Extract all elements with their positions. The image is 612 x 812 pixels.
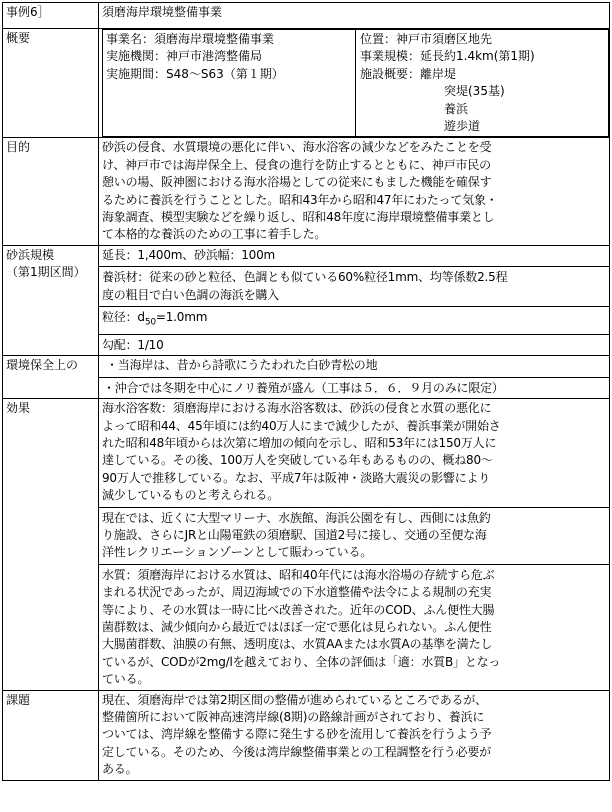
overview-label: 概要	[3, 29, 99, 138]
text-line: 海水浴客数：須磨海岸における海水浴客数は、砂浜の侵食と水質の悪化に	[102, 401, 492, 416]
grain-suffix: =1.0mm	[155, 310, 208, 325]
issues-text	[99, 690, 610, 780]
text-line: ているが、CODが2mg/lを越えており、全体の評価は「適：水質B」となっ	[102, 654, 501, 669]
text-line: 90万人で推移している。なお、平成7年は阪神・淡路大震災の影響により	[102, 470, 491, 485]
text-line: 海象調査、模型実験などを繰り返し、昭和48年度に海岸環境整備事業とし	[102, 210, 495, 225]
overview-row	[3, 29, 610, 138]
overview-right	[356, 30, 609, 137]
issues-row	[3, 690, 610, 780]
beach-scale-label-line: 砂浜規模	[6, 247, 55, 262]
case-table	[2, 2, 610, 781]
environment-row	[3, 356, 610, 399]
text-line: 現在、須磨海岸では第2期区間の整備が進められているところであるが、	[102, 692, 487, 707]
effects-text	[99, 399, 610, 691]
beach-scale-text	[99, 245, 610, 355]
beach-scale-row	[3, 245, 610, 355]
text-line: まれる状況であったが、周辺海域での下水道整備や法令による規制の充実	[102, 585, 492, 600]
text-line: 現在では、近くに大型マリーナ、水族館、海浜公園を有し、西側には魚釣	[102, 510, 491, 525]
agency: 実施機関：神戸市港湾整備局	[106, 49, 263, 64]
case-number: 事例6］	[3, 3, 99, 29]
effects-para-visitors	[102, 400, 606, 504]
text-line: 洋性レクリエーションゾーンとして賑わっている。	[102, 545, 373, 560]
text-line: 達している。その後、100万人を突破している年もあるものの、概ね80～	[102, 453, 493, 468]
grain-prefix: 粒径：d	[102, 310, 145, 325]
text-line: 養浜材：従来の砂と粒径、色調とも似ている60%粒径1mm、均等係数2.5程	[102, 270, 508, 285]
text-line: ている。	[102, 672, 150, 687]
text-line: れた昭和48年頃からは次第に増加の傾向を示し、昭和53年には150万人に	[102, 435, 497, 450]
facility-item: 養浜	[444, 101, 469, 116]
overview-cell	[99, 29, 610, 138]
effects-para-recreation	[99, 507, 609, 562]
project-name: 事業名：須磨海岸環境整備事業	[106, 32, 275, 46]
overview-inner	[102, 29, 609, 137]
effects-row	[3, 399, 610, 691]
purpose-label: 目的	[3, 138, 99, 245]
scale: 事業規模：延長約1.4km(第1期)	[360, 49, 535, 64]
beach-material	[99, 266, 609, 304]
text-line: 大腸菌群数、油膜の有無、透明度は、水質AAまたは水質Aの基準を満たし	[102, 637, 493, 652]
text-line: よって昭和44、45年頃には約40万人にまで減少したが、養浜事業が開始さ	[102, 418, 501, 433]
case-title: 須磨海岸環境整備事業	[99, 3, 610, 29]
facility-item: 突堤(35基)	[444, 84, 505, 99]
text-line: て本格的な養浜のための工事に着手した。	[102, 227, 327, 242]
environment-item: ・沖合では冬期を中心にノリ養殖が盛ん（工事は５．６．９月のみに限定）	[99, 377, 609, 397]
text-line: 水質：須磨海岸における水質は、昭和40年代には海水浴場の存続すら危ぶ	[102, 567, 495, 582]
text-line: 整備箇所において阪神高速湾岸線(8期)の路線計画がされており、養浜に	[102, 710, 485, 725]
purpose-row	[3, 138, 610, 245]
text-line: け、神戸市では海岸保全上、侵食の進行を防止するとともに、神戸市民の	[102, 157, 491, 172]
environment-label: 環境保全上の	[3, 356, 99, 399]
text-line: ついては、湾岸線を整備する際に発生する砂を流用して養浜を行うよう予	[102, 727, 492, 742]
text-line: 憩いの場、阪神圏における海水浴場としての従来にもました機能を確保す	[102, 175, 492, 190]
overview-left	[103, 30, 356, 137]
environment-item: ・当海岸は、昔から詩歌にうたわれた白砂青松の地	[106, 358, 378, 373]
location: 位置：神戸市須磨区地先	[360, 32, 493, 46]
purpose-text	[99, 138, 610, 245]
text-line: ある。	[102, 762, 138, 777]
text-line: 菌群数は、減少傾向から最近ではほぼ一定で悪化は見られない。ふん便性	[102, 619, 492, 634]
facilities-label: 施設概要：離岸堤	[360, 66, 457, 81]
period: 実施期間：S48～S63（第１期）	[106, 66, 284, 81]
grain-sub: 50	[144, 317, 156, 328]
effects-label: 効果	[3, 399, 99, 691]
text-line: るために養浜を行うこととした。昭和43年から昭和47年にわたって気象・	[102, 192, 498, 207]
beach-scale-label	[3, 245, 99, 355]
text-line: 定している。そのため、今後は湾岸線整備事業との工程調整を行う必要が	[102, 744, 491, 759]
text-line: 減少しているものと考えられる。	[102, 488, 280, 503]
issues-label: 課題	[3, 690, 99, 780]
beach-length: 延長：1,400m、砂浜幅：100m	[102, 247, 276, 262]
text-line: 砂浜の侵食、水質環境の悪化に伴い、海水浴客の減少などをみたことを受	[102, 140, 492, 155]
text-line: 等により、その水質は一時に比べ改善された。近年のCOD、ふん便性大腸	[102, 602, 495, 617]
environment-text	[99, 356, 610, 399]
effects-para-water-quality	[99, 564, 609, 689]
slope: 勾配：1/10	[99, 334, 609, 354]
header-row	[3, 3, 610, 29]
facility-item: 遊歩道	[444, 119, 481, 134]
grain-size	[99, 306, 609, 332]
text-line: 度の粗目で白い色調の海浜を購入	[102, 287, 280, 302]
text-line: り施設、さらにJRと山陽電鉄の須磨駅、国道2号に接し、交通の至便な海	[102, 527, 487, 542]
beach-scale-label-line: （第1期区間）	[6, 265, 86, 280]
